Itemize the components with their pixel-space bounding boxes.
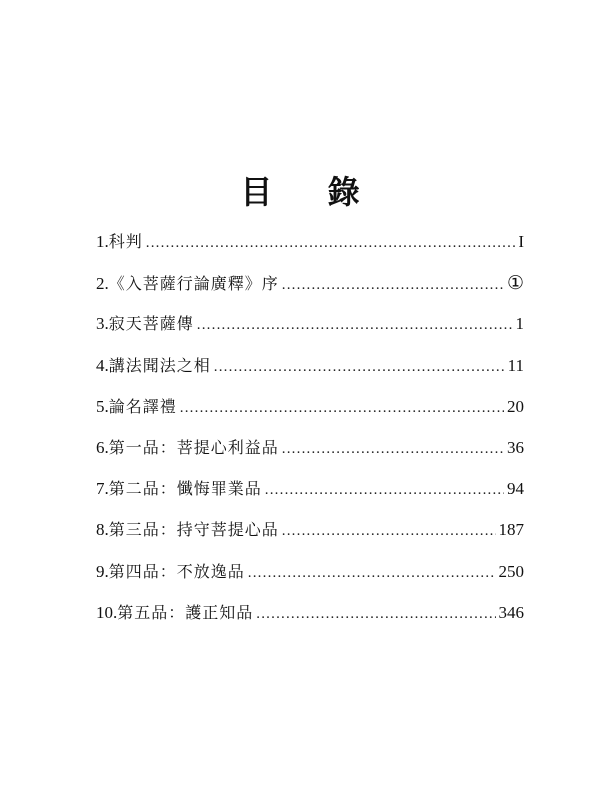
toc-entry-label: 《入菩薩行論廣釋》序	[108, 274, 279, 294]
toc-entry-page: 1	[515, 314, 524, 334]
toc-entry-page: 11	[507, 355, 524, 375]
toc-entry-number: 1.	[96, 232, 109, 251]
toc-entry-number: 5.	[96, 396, 109, 416]
toc-entry-page: 20	[507, 396, 524, 416]
toc-entry-number: 8.	[96, 520, 109, 540]
toc-entry-page: ①	[506, 272, 524, 295]
toc-entry	[96, 230, 524, 271]
dot-leader	[256, 602, 495, 626]
toc-entry-number: 2.	[96, 274, 109, 294]
toc-entry-label: 科判	[108, 232, 143, 251]
toc-entry-label: 第三品：持守菩提心品	[108, 520, 279, 540]
dot-leader	[146, 231, 516, 255]
toc-entry-label: 論名譯禮	[108, 396, 177, 416]
toc-entry-number: 10.	[96, 602, 118, 622]
toc-entry-label: 第四品：不放逸品	[108, 561, 245, 581]
dot-leader	[180, 396, 504, 420]
page-title: 目 錄	[240, 173, 382, 211]
toc-entry	[96, 436, 524, 477]
toc-entry-page: 187	[498, 520, 524, 540]
toc-entry-page: 346	[498, 602, 524, 622]
dot-leader	[197, 313, 513, 337]
toc-entry-number: 7.	[96, 479, 109, 499]
dot-leader	[282, 437, 504, 461]
toc-entry-number: 3.	[96, 314, 109, 334]
toc-entry-number: 9.	[96, 561, 109, 581]
toc-entry	[96, 271, 524, 312]
toc-entry-page: I	[518, 232, 524, 251]
dot-leader	[248, 561, 496, 585]
toc-entry	[96, 601, 524, 642]
toc-entry-page: 36	[507, 437, 524, 457]
dot-leader	[265, 478, 504, 502]
toc-entry	[96, 354, 524, 395]
table-of-contents	[96, 230, 524, 642]
toc-entry-label: 第二品：懺悔罪業品	[108, 479, 262, 499]
toc-entry-number: 6.	[96, 437, 109, 457]
toc-entry	[96, 477, 524, 518]
toc-entry-label: 第一品：菩提心利益品	[108, 437, 279, 457]
dot-leader	[282, 273, 504, 297]
toc-entry	[96, 560, 524, 601]
dot-leader	[282, 519, 496, 543]
toc-entry-page: 250	[498, 561, 524, 581]
toc-entry-page: 94	[507, 479, 524, 499]
toc-entry-label: 講法聞法之相	[108, 355, 211, 375]
toc-entry	[96, 518, 524, 559]
toc-entry	[96, 395, 524, 436]
toc-entry-number: 4.	[96, 355, 109, 375]
toc-entry-label: 第五品：護正知品	[117, 602, 254, 622]
toc-entry-label: 寂天菩薩傳	[108, 314, 194, 334]
dot-leader	[214, 355, 505, 379]
toc-entry	[96, 312, 524, 353]
